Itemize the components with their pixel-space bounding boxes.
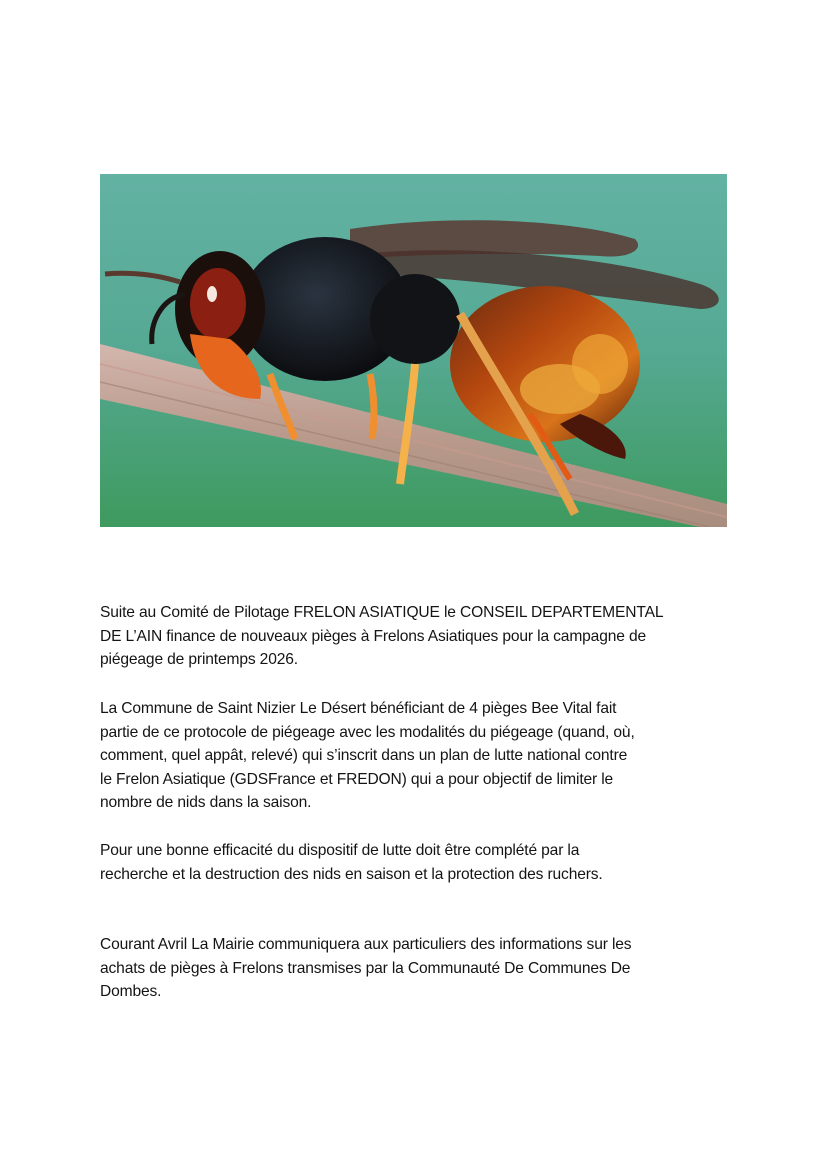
paragraph-line: Pour une bonne efficacité du dispositif de lutte doit être complété par la xyxy=(100,842,580,859)
paragraph-mairie-info xyxy=(100,933,740,1004)
paragraph-line: recherche et la destruction des nids en saison et la protection des ruchers. xyxy=(100,865,603,883)
paragraph-line: La Commune de Saint Nizier Le Désert bénéficiant de 4 pièges Bee Vital fait xyxy=(100,700,617,717)
paragraph-copil-funding xyxy=(100,601,740,672)
paragraph-line: Dombes. xyxy=(100,983,162,1001)
paragraph-commune-traps xyxy=(100,697,740,815)
paragraph-line: Courant Avril La Mairie communiquera aux particuliers des informations sur les xyxy=(100,936,632,953)
hornet-photo-icon xyxy=(100,174,727,527)
paragraph-line: le Frelon Asiatique (GDSFrance et FREDON) qui a pour objectif de limiter le xyxy=(100,770,614,788)
paragraph-efficacy xyxy=(100,839,740,886)
paragraph-line: comment, quel appât, relevé) qui s’inscrit dans un plan de lutte national contre xyxy=(100,747,628,765)
paragraph-line: piégeage de printemps 2026. xyxy=(100,651,298,669)
paragraph-line: Suite au Comité de Pilotage FRELON ASIATIQUE le CONSEIL DEPARTEMENTAL xyxy=(100,604,664,621)
hornet-photo xyxy=(100,174,727,527)
paragraph-line: nombre de nids dans la saison. xyxy=(100,794,312,812)
paragraph-line: partie de ce protocole de piégeage avec les modalités du piégeage (quand, où, xyxy=(100,723,635,741)
paragraph-line: achats de pièges à Frelons transmises par la Communauté De Communes De xyxy=(100,959,631,977)
paragraph-line: DE L’AIN finance de nouveaux pièges à Frelons Asiatiques pour la campagne de xyxy=(100,627,647,645)
